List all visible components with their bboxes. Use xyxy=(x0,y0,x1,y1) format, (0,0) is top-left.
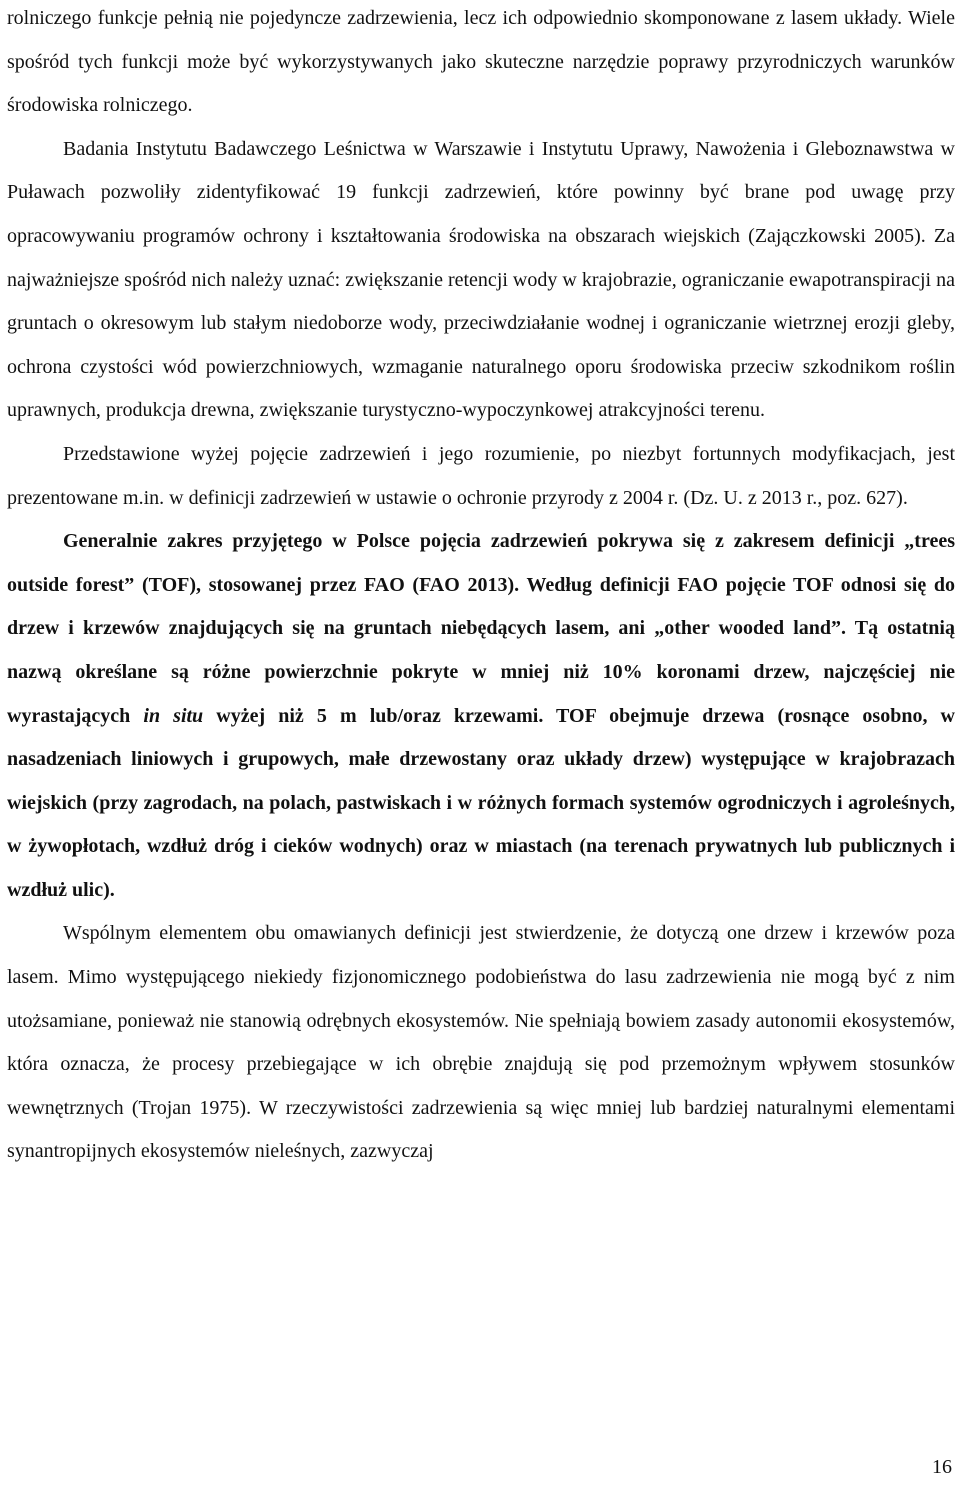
paragraph-generalnie-part-1: Generalnie zakres przyjętego w Polsce pojęcia zadrzewień pokrywa się z zakresem definicji „trees outside forest” (TOF), stosowanej przez FAO (FAO 2013). Według definicji FAO pojęcie TOF odnosi się do drzew i krzewów znajdujących się na gruntach niebędących lasem, ani „other wooded land”. Tą ostatnią nazwą określane są różne powierzchnie pokryte w mniej niż 10% koronami drzew, najczęściej nie wyrastających xyxy=(7,530,955,727)
document-page xyxy=(7,0,955,1174)
paragraph-przedstawione: Przedstawione wyżej pojęcie zadrzewień i jego rozumienie, po niezbyt fortunnych modyfikacjach, jest prezentowane m.in. w definicji zadrzewień w ustawie o ochronie przyrody z 2004 r. (Dz. U. z 2013 r., poz. 627). xyxy=(7,442,955,509)
paragraph-wspolnym: Wspólnym elementem obu omawianych definicji jest stwierdzenie, że dotyczą one drzew i krzewów poza lasem. Mimo występującego niekiedy fizjonomicznego podobieństwa do lasu zadrzewienia nie mogą być z nim utożsamiane, ponieważ nie stanowią odrębnych ekosystemów. Nie spełniają bowiem zasady autonomii ekosystemów, która oznacza, że procesy przebiegające w ich obrębie znajdują się pod przemożnym wpływem stosunków wewnętrznych (Trojan 1975). W rzeczywistości zadrzewienia są więc mniej lub bardziej naturalnymi elementami synantropijnych ekosystemów nieleśnych, zazwyczaj xyxy=(7,922,955,1163)
paragraph-continuation: rolniczego funkcje pełnią nie pojedyncze zadrzewienia, lecz ich odpowiednio skomponowane z lasem układy. Wiele spośród tych funkcji może być wykorzystywanych jako skuteczne narzędzie poprawy przyrodniczych warunków środowiska rolniczego. xyxy=(7,7,955,117)
page-number: 16 xyxy=(932,1456,952,1478)
paragraph-generalnie-part-2: wyżej niż 5 m lub/oraz krzewami. TOF obejmuje drzewa (rosnące osobno, w nasadzeniach liniowych i grupowych, małe drzewostany oraz układy drzew) występujące w krajobrazach wiejskich (przy zagrodach, na polach, pastwiskach i w różnych formach systemów ogrodniczych i agroleśnych, w żywopłotach, wzdłuż dróg i cieków wodnych) oraz w miastach (na terenach prywatnych lub publicznych i wzdłuż ulic). xyxy=(7,704,955,901)
paragraph-badania: Badania Instytutu Badawczego Leśnictwa w Warszawie i Instytutu Uprawy, Nawożenia i Gleboznawstwa w Puławach pozwoliły zidentyfikować 19 funkcji zadrzewień, które powinny być brane pod uwagę przy opracowywaniu programów ochrony i kształtowania środowiska na obszarach wiejskich (Zajączkowski 2005). Za najważniejsze spośród nich należy uznać: zwiększanie retencji wody w krajobrazie, ograniczanie ewapotranspiracji na gruntach o okresowym lub stałym niedoborze wody, przeciwdziałanie wodnej i ograniczanie wietrznej erozji gleby, ochrona czystości wód powierzchniowych, wzmaganie naturalnego oporu środowiska przeciw szkodnikom roślin uprawnych, produkcja drewna, zwiększanie turystyczno-wypoczynkowej atrakcyjności terenu. xyxy=(7,137,955,422)
paragraph-generalnie-italic: in situ xyxy=(143,704,204,727)
paragraph-generalnie xyxy=(7,520,955,912)
